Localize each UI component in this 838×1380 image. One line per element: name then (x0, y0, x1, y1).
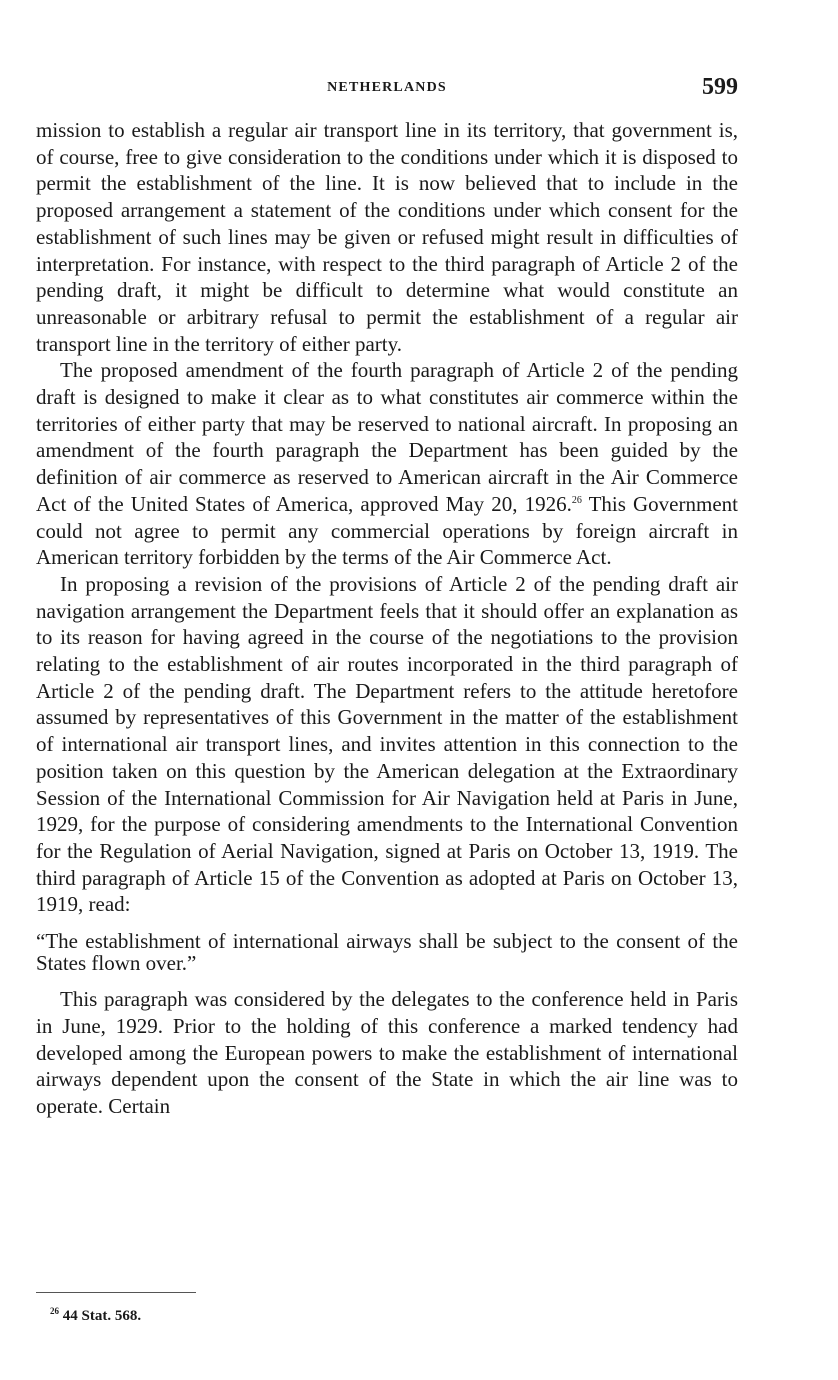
paragraph-4: This paragraph was considered by the delegates to the conference held in Paris in June, 1929. Prior to the holding of this conference a marked tendency had developed among the European powers to make the establishment of international airways dependent upon the consent of the State in which the air line was to operate. Certain (36, 987, 738, 1118)
paragraph-2-text-a: The proposed amendment of the fourth paragraph of Article 2 of the pending draft is designed to make it clear as to what constitutes air commerce within the territories of either party that may be reserved to national aircraft. In proposing an amendment of the fourth paragraph the Department has been guided by the definition of air commerce as reserved to American aircraft in the Air Commerce Act of the United States of America, approved May 20, 1926. (36, 358, 738, 516)
paragraph-3: In proposing a revision of the provisions of Article 2 of the pending draft air navigation arrangement the Department feels that it should offer an explanation as to its reason for having agreed in the course of the negotiations to the provision relating to the establishment of air routes incorporated in the third paragraph of Article 2 of the pending draft. The Department refers to the attitude heretofore assumed by representatives of this Government in the matter of the establishment of international air transport lines, and invites attention in this connection to the position taken on this question by the American delegation at the Extraordinary Session of the International Commission for Air Navigation held at Paris in June, 1929, for the purpose of considering amendments to the International Convention for the Regulation of Aerial Navigation, signed at Paris on October 13, 1919. The third paragraph of Article 15 of the Convention as adopted at Paris on October 13, 1919, read: (36, 571, 738, 917)
footnote-reference: 26 (571, 494, 582, 506)
footnote-divider (36, 1292, 196, 1293)
paragraph-2 (36, 357, 738, 571)
page-number: 599 (702, 74, 738, 100)
footnote (50, 1308, 141, 1325)
footnote-marker: 26 (50, 1306, 59, 1316)
document-page (36, 0, 738, 1380)
body-text (36, 117, 738, 1120)
page-header (36, 74, 738, 104)
running-head: NETHERLANDS (327, 80, 447, 95)
paragraph-2-text-b: This Government could not agree to permit any commercial operations by foreign aircraft in American territory forbidden by the terms of the Air Commerce Act. (36, 491, 738, 570)
block-quote: “The establishment of international airways shall be subject to the consent of the States flown over.” (36, 929, 738, 976)
paragraph-1: mission to establish a regular air transport line in its territory, that government is, of course, free to give consideration to the conditions under which it is disposed to permit the establishment of the line. It is now believed that to include in the proposed arrangement a statement of the conditions under which consent for the establishment of such lines may be given or refused might result in difficulties of interpretation. For instance, with respect to the third paragraph of Article 2 of the pending draft, it might be difficult to determine what would constitute an unreasonable or arbitrary refusal to permit the establishment of a regular air transport line in the territory of either party. (36, 118, 738, 356)
footnote-text: 44 Stat. 568. (59, 1308, 142, 1324)
